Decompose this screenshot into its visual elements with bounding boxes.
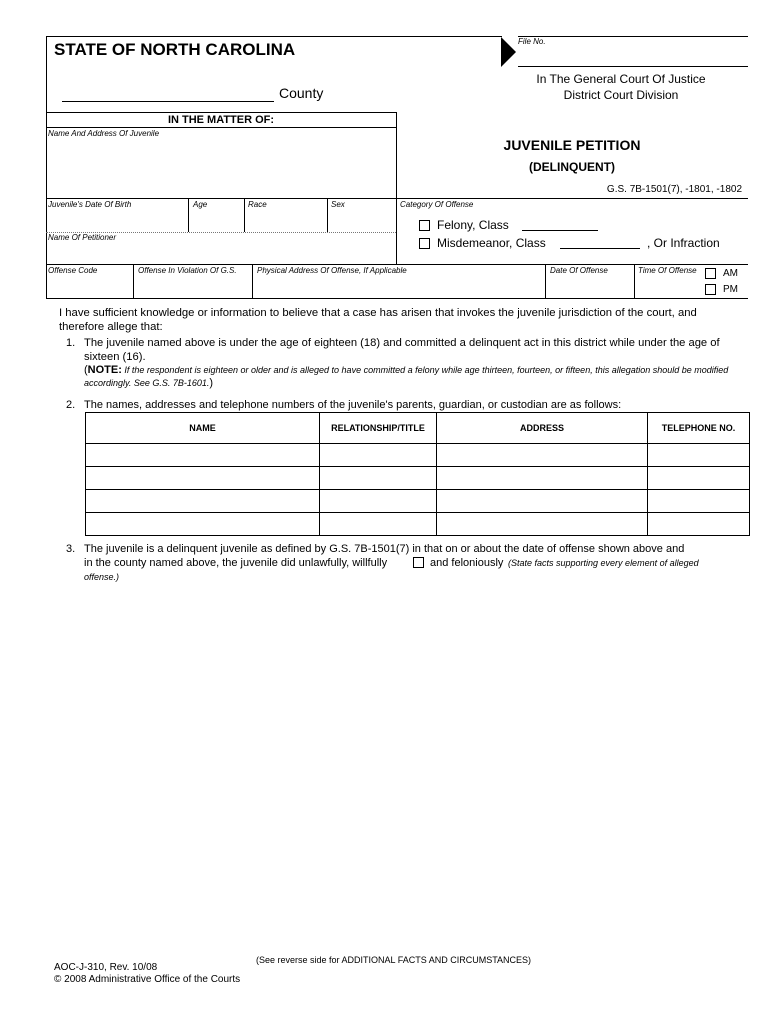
court-division: District Court Division <box>563 88 679 102</box>
item-3-instruction: (State facts supporting every element of alleged offense.) <box>84 558 699 582</box>
relationship-cell[interactable] <box>320 490 437 513</box>
form-top-border <box>46 36 502 37</box>
juvenile-name-address-label: Name And Address Of Juvenile <box>48 129 160 138</box>
copyright: © 2008 Administrative Office of the Courts <box>54 974 241 985</box>
race-divider <box>244 198 245 232</box>
date-offense-divider <box>634 264 635 298</box>
file-number-label: File No. <box>518 37 546 46</box>
physical-address-divider <box>545 264 546 298</box>
sex-divider <box>327 198 328 232</box>
physical-address-label: Physical Address Of Offense, If Applicable <box>257 266 407 275</box>
item-2-number: 2. <box>66 399 76 411</box>
name-cell[interactable] <box>86 467 320 490</box>
item-3-line-1: The juvenile is a delinquent juvenile as defined by G.S. 7B-1501(7) in that on or about the date of offense shown above and <box>84 543 685 555</box>
reverse-side-note: (See reverse side for ADDITIONAL FACTS AND CIRCUMSTANCES) <box>256 955 532 965</box>
race-label: Race <box>248 200 267 209</box>
name-cell[interactable] <box>86 513 320 536</box>
county-label: County <box>279 85 324 101</box>
note-text: If the respondent is eighteen or older and is alleged to have committed a felony while age thirteen, fourteen, or fifteen, this allegation should be modified accordingly. See G.S. 7B-1601. <box>84 365 729 388</box>
county-field[interactable] <box>62 101 274 102</box>
dob-row-top-line <box>46 198 748 199</box>
item-1-number: 1. <box>66 337 76 349</box>
telephone-cell[interactable] <box>648 490 750 513</box>
juvenile-name-address-field[interactable] <box>47 139 395 196</box>
petition-subtitle: (DELINQUENT) <box>529 160 615 174</box>
relationship-cell[interactable] <box>320 467 437 490</box>
parents-table <box>85 412 750 536</box>
infraction-label: , Or Infraction <box>647 236 720 250</box>
felony-checkbox[interactable] <box>419 220 430 231</box>
age-label: Age <box>193 200 208 209</box>
intro-paragraph: I have sufficient knowledge or information to believe that a case has arisen that invokes the juvenile jurisdiction of the court, and therefore allege that: <box>59 307 697 333</box>
pm-checkbox[interactable] <box>705 284 716 295</box>
offense-row-bottom-line <box>46 298 748 299</box>
offense-code-divider <box>133 264 134 298</box>
misdemeanor-class-field[interactable] <box>560 248 640 249</box>
age-divider <box>188 198 189 232</box>
right-column-divider <box>396 112 397 264</box>
address-cell[interactable] <box>437 513 648 536</box>
court-name: In The General Court Of Justice <box>536 72 706 86</box>
telephone-cell[interactable] <box>648 467 750 490</box>
petition-title: JUVENILE PETITION <box>503 137 641 153</box>
name-cell[interactable] <box>86 444 320 467</box>
note-open: ( <box>84 364 88 376</box>
offense-violation-divider <box>252 264 253 298</box>
file-number-underline <box>518 66 748 67</box>
state-title: STATE OF NORTH CAROLINA <box>54 40 296 59</box>
misdemeanor-label: Misdemeanor, Class <box>437 236 546 250</box>
item-1-note <box>84 364 734 390</box>
name-column-header: NAME <box>86 413 320 444</box>
file-number-field[interactable] <box>518 36 748 37</box>
dob-label: Juvenile's Date Of Birth <box>48 200 132 209</box>
parents-table-header <box>86 413 750 444</box>
matter-top-line <box>46 112 396 113</box>
felony-label: Felony, Class <box>437 218 509 232</box>
time-of-offense-label: Time Of Offense <box>638 266 697 275</box>
form-number: AOC-J-310, Rev. 10/08 <box>54 962 158 973</box>
relationship-cell[interactable] <box>320 444 437 467</box>
item-3-line-2a: in the county named above, the juvenile did unlawfully, willfully <box>84 557 388 569</box>
name-cell[interactable] <box>86 490 320 513</box>
relationship-column-header: RELATIONSHIP/TITLE <box>320 413 437 444</box>
relationship-cell[interactable] <box>320 513 437 536</box>
am-checkbox[interactable] <box>705 268 716 279</box>
address-cell[interactable] <box>437 467 648 490</box>
telephone-cell[interactable] <box>648 513 750 536</box>
am-label: AM <box>723 268 738 279</box>
telephone-cell[interactable] <box>648 444 750 467</box>
pm-label: PM <box>723 284 738 295</box>
misdemeanor-checkbox[interactable] <box>419 238 430 249</box>
felony-class-field[interactable] <box>522 230 598 231</box>
item-3-number: 3. <box>66 543 76 555</box>
matter-heading: IN THE MATTER OF: <box>167 114 275 126</box>
matter-heading-underline <box>46 127 396 128</box>
feloniously-text: and feloniously <box>430 557 504 569</box>
table-row <box>86 513 750 536</box>
telephone-column-header: TELEPHONE NO. <box>648 413 750 444</box>
address-column-header: ADDRESS <box>437 413 648 444</box>
table-row <box>86 490 750 513</box>
offense-violation-label: Offense In Violation Of G.S. <box>138 266 237 275</box>
address-cell[interactable] <box>437 444 648 467</box>
offense-code-label: Offense Code <box>48 266 98 275</box>
note-label: NOTE: <box>87 364 122 376</box>
petitioner-field[interactable] <box>47 243 395 263</box>
sex-label: Sex <box>331 200 345 209</box>
category-label: Category Of Offense <box>400 200 474 209</box>
table-row <box>86 467 750 490</box>
table-row <box>86 444 750 467</box>
petitioner-label: Name Of Petitioner <box>48 233 117 242</box>
statute-reference: G.S. 7B-1501(7), -1801, -1802 <box>606 184 742 195</box>
note-close: ) <box>209 377 214 389</box>
date-of-offense-label: Date Of Offense <box>550 266 608 275</box>
address-cell[interactable] <box>437 490 648 513</box>
item-2-text: The names, addresses and telephone numbers of the juvenile's parents, guardian, or custodian are as follows: <box>84 399 622 411</box>
offense-row-top-line <box>46 264 748 265</box>
item-1-text: The juvenile named above is under the age of eighteen (18) and committed a delinquent act in this district while under the age of sixteen (16). <box>84 337 720 363</box>
file-number-arrow-icon <box>500 36 518 68</box>
